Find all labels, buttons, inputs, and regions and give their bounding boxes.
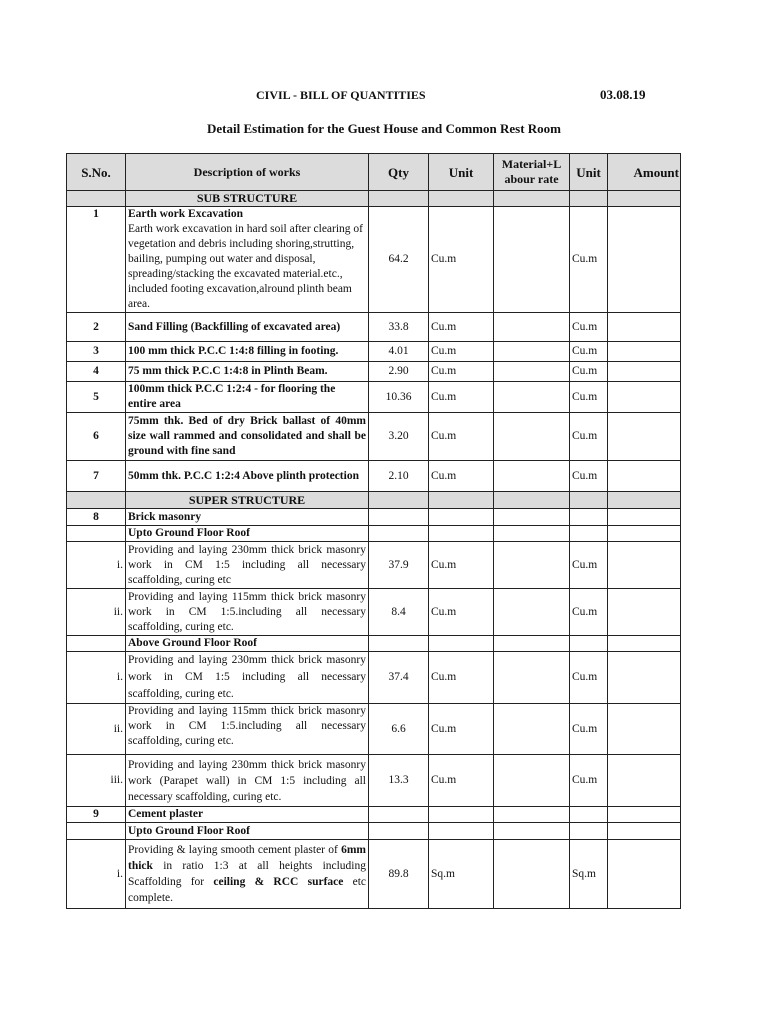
item-text-part: Providing & laying smooth cement plaster of	[128, 844, 338, 856]
table-row	[67, 461, 681, 492]
table-row	[67, 807, 681, 823]
item-unit: Cu.m	[429, 704, 494, 755]
item-sno: 1	[67, 207, 126, 313]
item-description: 75 mm thick P.C.C 1:4:8 in Plinth Beam.	[126, 362, 369, 382]
item-qty: 89.8	[369, 840, 429, 909]
header-sno: S.No.	[67, 154, 126, 191]
item-unit: Cu.m	[429, 461, 494, 492]
table-row	[67, 362, 681, 382]
item-title: Brick masonry	[126, 509, 369, 526]
header-rate	[494, 154, 570, 191]
header-description: Description of works	[126, 154, 369, 191]
item-description: Sand Filling (Backfilling of excavated area)	[126, 313, 369, 342]
table-row	[67, 207, 681, 313]
item-unit2: Cu.m	[570, 207, 608, 313]
header-unit: Unit	[429, 154, 494, 191]
header-qty: Qty	[369, 154, 429, 191]
table-row	[67, 652, 681, 704]
item-text-bold: ceiling & RCC surface	[213, 876, 344, 888]
item-subnumber: ii.	[67, 589, 126, 636]
item-unit2: Cu.m	[570, 461, 608, 492]
document-title: CIVIL - BILL OF QUANTITIES	[256, 88, 426, 102]
table-row	[67, 526, 681, 542]
item-qty: 33.8	[369, 313, 429, 342]
item-unit: Cu.m	[429, 362, 494, 382]
item-qty: 4.01	[369, 342, 429, 362]
item-sno: 4	[67, 362, 126, 382]
item-description: Providing and laying 115mm thick brick masonry work in CM 1:5.including all necessary scaffolding, curing etc.	[126, 704, 369, 755]
item-description: Providing and laying 115mm thick brick masonry work in CM 1:5.including all necessary scaffolding, curing etc.	[126, 589, 369, 636]
item-qty: 3.20	[369, 413, 429, 461]
table-row	[67, 509, 681, 526]
item-subnumber: i.	[67, 652, 126, 704]
item-sno: 5	[67, 382, 126, 413]
table-row	[67, 823, 681, 840]
item-description: 75mm thk. Bed of dry Brick ballast of 40mm size wall rammed and consolidated and shall be ground with fine sand	[126, 413, 369, 461]
table-row	[67, 589, 681, 636]
item-subnumber: i.	[67, 840, 126, 909]
item-unit2: Cu.m	[570, 313, 608, 342]
section-sub-structure: SUB STRUCTURE	[126, 191, 369, 207]
item-unit: Cu.m	[429, 313, 494, 342]
item-subnumber: iii.	[67, 755, 126, 807]
item-description	[126, 840, 369, 909]
item-qty: 8.4	[369, 589, 429, 636]
item-unit2: Cu.m	[570, 362, 608, 382]
item-qty: 37.4	[369, 652, 429, 704]
item-sno: 6	[67, 413, 126, 461]
item-title: Earth work Excavation	[128, 208, 243, 220]
item-qty: 13.3	[369, 755, 429, 807]
item-unit: Cu.m	[429, 207, 494, 313]
item-sno: 8	[67, 509, 126, 526]
item-description: 100 mm thick P.C.C 1:4:8 filling in footing.	[126, 342, 369, 362]
item-sno: 2	[67, 313, 126, 342]
header-rate-line1: Material+L	[501, 157, 562, 171]
item-unit2: Cu.m	[570, 342, 608, 362]
item-description: Providing and laying 230mm thick brick masonry work (Parapet wall) in CM 1:5 including all necessary scaffolding, curing etc.	[126, 755, 369, 807]
item-sno: 7	[67, 461, 126, 492]
item-unit2: Cu.m	[570, 382, 608, 413]
item-unit: Cu.m	[429, 413, 494, 461]
item-description: 50mm thk. P.C.C 1:2:4 Above plinth protection	[126, 461, 369, 492]
header-unit2: Unit	[570, 154, 608, 191]
section-row	[67, 191, 681, 207]
header-rate-line2: abour rate	[504, 172, 559, 186]
item-qty: 64.2	[369, 207, 429, 313]
item-unit2: Cu.m	[570, 542, 608, 589]
item-description	[126, 207, 369, 313]
item-unit: Cu.m	[429, 342, 494, 362]
document-date: 03.08.19	[600, 87, 646, 102]
item-unit: Sq.m	[429, 840, 494, 909]
item-description: Providing and laying 230mm thick brick masonry work in CM 1:5 including all necessary scaffolding, curing etc	[126, 542, 369, 589]
item-qty: 10.36	[369, 382, 429, 413]
table-row	[67, 840, 681, 909]
table-header-row	[67, 154, 681, 191]
item-subnumber: i.	[67, 542, 126, 589]
item-qty: 2.10	[369, 461, 429, 492]
item-qty: 37.9	[369, 542, 429, 589]
item-unit2: Cu.m	[570, 755, 608, 807]
item-unit2: Cu.m	[570, 704, 608, 755]
table-row	[67, 313, 681, 342]
item-text-part: in ratio 1:3 at all heights including Scaffolding for	[128, 860, 367, 888]
item-unit2: Sq.m	[570, 840, 608, 909]
subheading-above-ground-floor: Above Ground Floor Roof	[126, 636, 369, 652]
table-row	[67, 413, 681, 461]
table-row	[67, 542, 681, 589]
table-row	[67, 636, 681, 652]
item-subnumber: ii.	[67, 704, 126, 755]
bill-of-quantities-table	[66, 153, 681, 909]
table-row	[67, 755, 681, 807]
section-super-structure: SUPER STRUCTURE	[126, 492, 369, 509]
subheading-upto-ground-floor: Upto Ground Floor Roof	[126, 526, 369, 542]
item-unit2: Cu.m	[570, 589, 608, 636]
item-unit: Cu.m	[429, 382, 494, 413]
header-amount: Amount	[608, 154, 681, 191]
table-row	[67, 704, 681, 755]
item-unit2: Cu.m	[570, 652, 608, 704]
item-title: Cement plaster	[126, 807, 369, 823]
item-sno: 9	[67, 807, 126, 823]
document-subtitle: Detail Estimation for the Guest House and Common Rest Room	[207, 121, 561, 136]
item-unit: Cu.m	[429, 542, 494, 589]
item-text-bold: 6mm thick	[128, 844, 367, 872]
item-sno: 3	[67, 342, 126, 362]
item-text-part: etc complete.	[128, 876, 367, 904]
section-row	[67, 492, 681, 509]
item-qty: 2.90	[369, 362, 429, 382]
item-description: 100mm thick P.C.C 1:2:4 - for flooring the entire area	[126, 382, 369, 413]
item-unit: Cu.m	[429, 589, 494, 636]
table-row	[67, 342, 681, 362]
item-unit: Cu.m	[429, 755, 494, 807]
item-description: Providing and laying 230mm thick brick masonry work in CM 1:5 including all necessary scaffolding, curing etc.	[126, 652, 369, 704]
item-unit: Cu.m	[429, 652, 494, 704]
table-row	[67, 382, 681, 413]
item-text: Earth work excavation in hard soil after clearing of vegetation and debris including shoring,strutting, bailing, pumping out water and disposal, spreading/stacking the excavated material.etc., included footing excavation,alround plinth beam area.	[128, 223, 364, 310]
item-qty: 6.6	[369, 704, 429, 755]
subheading-upto-ground-floor: Upto Ground Floor Roof	[126, 823, 369, 840]
item-unit2: Cu.m	[570, 413, 608, 461]
